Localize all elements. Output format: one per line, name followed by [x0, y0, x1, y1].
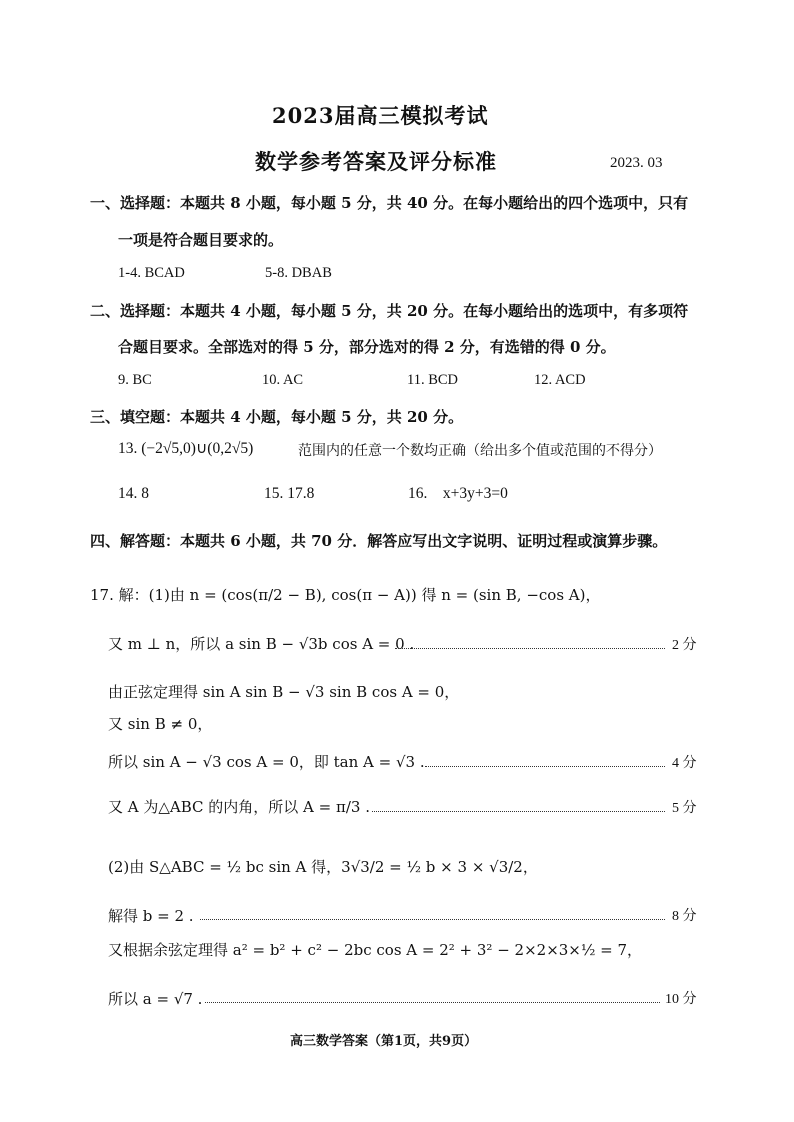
section-2-heading: 二、选择题：本题共 4 小题，每小题 5 分，共 20 分。在每小题给出的选项中，有多项符 [90, 302, 689, 320]
section-2-heading-cont: 合题目要求。全部选对的得 5 分，部分选对的得 2 分，有选错的得 0 分。 [118, 338, 616, 356]
section-3-heading: 三、填空题：本题共 4 小题，每小题 5 分，共 20 分。 [90, 408, 464, 426]
dotted-leader [205, 1002, 660, 1003]
dotted-leader [200, 919, 665, 920]
answer-15: 15. 17.8 [264, 485, 315, 502]
q17-line-7: (2)由 S△ABC = ½ bc sin A 得，3√3/2 = ½ b × 3 × √3/2， [108, 858, 538, 876]
dotted-leader [372, 811, 665, 812]
dotted-leader [395, 648, 665, 649]
answers-5-8: 5-8. DBAB [265, 265, 332, 281]
score-2: 2 分 [672, 638, 697, 653]
q17-line-9: 又根据余弦定理得 a² = b² + c² − 2bc cos A = 2² + 3² − 2×2×3×½ = 7， [108, 941, 643, 959]
answer-14: 14. 8 [118, 485, 149, 502]
section-1-heading: 一、选择题：本题共 8 小题，每小题 5 分，共 40 分。在每小题给出的四个选项中，只有 [90, 194, 689, 212]
score-8: 8 分 [672, 909, 697, 924]
answer-16: 16. x+3y+3=0 [408, 485, 508, 502]
page-footer: 高三数学答案（第1页，共9页） [290, 1034, 478, 1049]
score-10: 10 分 [665, 992, 697, 1007]
exam-title: 2023届高三模拟考试 [272, 103, 489, 128]
section-1-heading-cont: 一项是符合题目要求的。 [118, 231, 284, 249]
score-5: 5 分 [672, 801, 697, 816]
page-title: 数学参考答案及评分标准 [255, 149, 497, 174]
q17-line-6: 又 A 为△ABC 的内角，所以 A = π/3 . [108, 798, 370, 816]
answer-10: 10. AC [262, 372, 304, 388]
q17-line-2: 又 m ⊥ n，所以 a sin B − √3b cos A = 0 . [108, 635, 415, 653]
score-4: 4 分 [672, 756, 697, 771]
dotted-leader [425, 766, 665, 767]
section-4-heading: 四、解答题：本题共 6 小题，共 70 分．解答应写出文字说明、证明过程或演算步骤。 [90, 532, 668, 550]
answer-11: 11. BCD [407, 372, 459, 388]
answer-13-note: 范围内的任意一个数均正确（给出多个值或范围的不得分） [298, 443, 662, 459]
q17-line-10: 所以 a = √7 . [108, 990, 203, 1008]
q17-line-5: 所以 sin A − √3 cos A = 0，即 tan A = √3 . [108, 753, 425, 771]
answers-1-4: 1-4. BCAD [118, 265, 185, 281]
answer-12: 12. ACD [534, 372, 586, 388]
q17-line-8: 解得 b = 2 . [108, 907, 194, 925]
q17-line-3: 由正弦定理得 sin A sin B − √3 sin B cos A = 0， [108, 683, 460, 701]
date-label: 2023. 03 [610, 155, 663, 171]
answer-9: 9. BC [118, 372, 152, 388]
q17-line-4: 又 sin B ≠ 0， [108, 715, 213, 733]
q17-line-1: 17. 解：(1)由 n = (cos(π/2 − B), cos(π − A)) 得 n = (sin B, −cos A)， [90, 586, 601, 604]
answer-13-math: 13. (−2√5,0)∪(0,2√5) [118, 440, 254, 457]
